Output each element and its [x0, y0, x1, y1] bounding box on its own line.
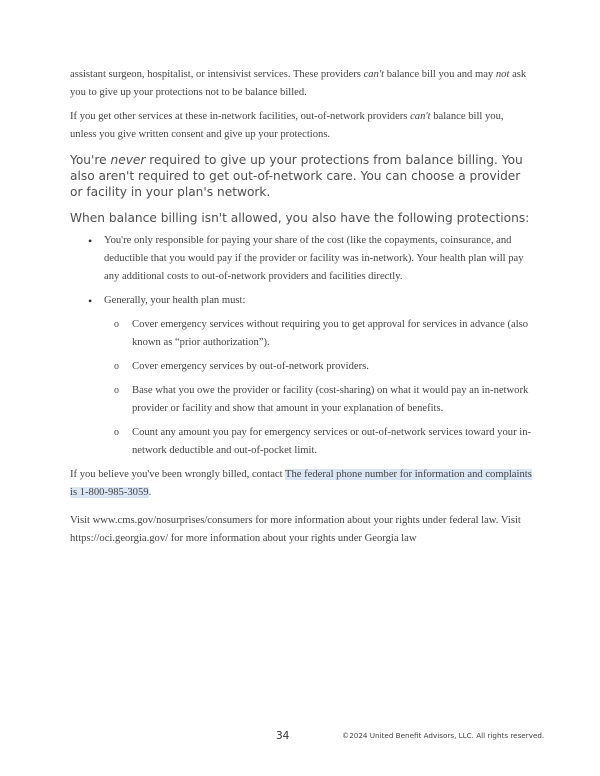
list-item-text: You're only responsible for paying your share of the cost (like the copayments, coinsurance, and deductible that you would pay if the provider or facility was in-network). Your health plan will pay any additional costs to out-of-network providers and facilities directly. — [104, 235, 524, 282]
sub-list-item — [104, 316, 532, 352]
sub-list-item-text: Base what you owe the provider or facility (cost-sharing) on what it would pay an in-network provider or facility and show that amount in your explanation of benefits. — [132, 385, 529, 414]
paragraph-protections-intro: When balance billing isn't allowed, you also have the following protections: — [70, 211, 530, 225]
text-run: ask you to give up your protections not to be balance billed. — [70, 69, 527, 98]
list-item — [70, 292, 532, 460]
page-footer — [0, 730, 600, 744]
health-plan-requirements-list — [104, 316, 532, 460]
emphasis-never: never — [110, 153, 146, 167]
text-run: balance bill you, unless you give written consent and give up your protections. — [70, 111, 504, 140]
sub-list-item-text: Count any amount you pay for emergency services or out-of-network services toward your in-network deductible and out-of-pocket limit. — [132, 427, 532, 456]
list-item — [70, 232, 532, 286]
paragraph-visit-resources: Visit www.cms.gov/nosurprises/consumers for more information about your rights under federal law. Visit https://oci.georgia.gov/ for more information about your rights under Georgia law — [70, 515, 521, 544]
emphasis-cant: can't — [410, 111, 431, 122]
highlighted-phone-text[interactable]: The federal phone number for information and complaints is 1-800-985-3059 — [70, 469, 532, 498]
text-run: assistant surgeon, hospitalist, or intensivist services. These providers — [70, 69, 364, 80]
sub-list-item-text: Cover emergency services by out-of-network providers. — [132, 361, 369, 372]
protections-list — [70, 232, 532, 460]
paragraph-never-required — [70, 152, 532, 200]
text-run: balance bill you and may — [384, 69, 496, 80]
paragraph-provider-protections — [70, 66, 532, 102]
emphasis-cant: can't — [363, 69, 385, 80]
text-run: If you believe you've been wrongly billed, contact — [70, 469, 285, 480]
page-number: 34 — [276, 730, 290, 742]
copyright-notice: ©2024 United Benefit Advisors, LLC. All rights reserved. — [342, 731, 545, 740]
paragraph-contact — [70, 466, 532, 502]
list-item-text: Generally, your health plan must: — [104, 295, 246, 306]
text-run: You're — [70, 153, 111, 167]
document-body — [70, 66, 532, 548]
sub-list-item-text: Cover emergency services without requiring you to get approval for services in advance (also known as “prior authorization”). — [132, 319, 529, 348]
paragraph-in-network-facilities — [70, 108, 532, 144]
sub-list-item — [104, 382, 532, 418]
emphasis-not: not — [495, 69, 510, 80]
sub-list-item — [104, 424, 532, 460]
sub-list-item — [104, 358, 532, 376]
text-run: required to give up your protections from balance billing. You also aren't required to get out-of-network care. You can choose a provider or facility in your plan's network. — [70, 153, 523, 199]
text-run: . — [148, 487, 152, 498]
text-run: If you get other services at these in-network facilities, out-of-network providers — [70, 111, 411, 122]
